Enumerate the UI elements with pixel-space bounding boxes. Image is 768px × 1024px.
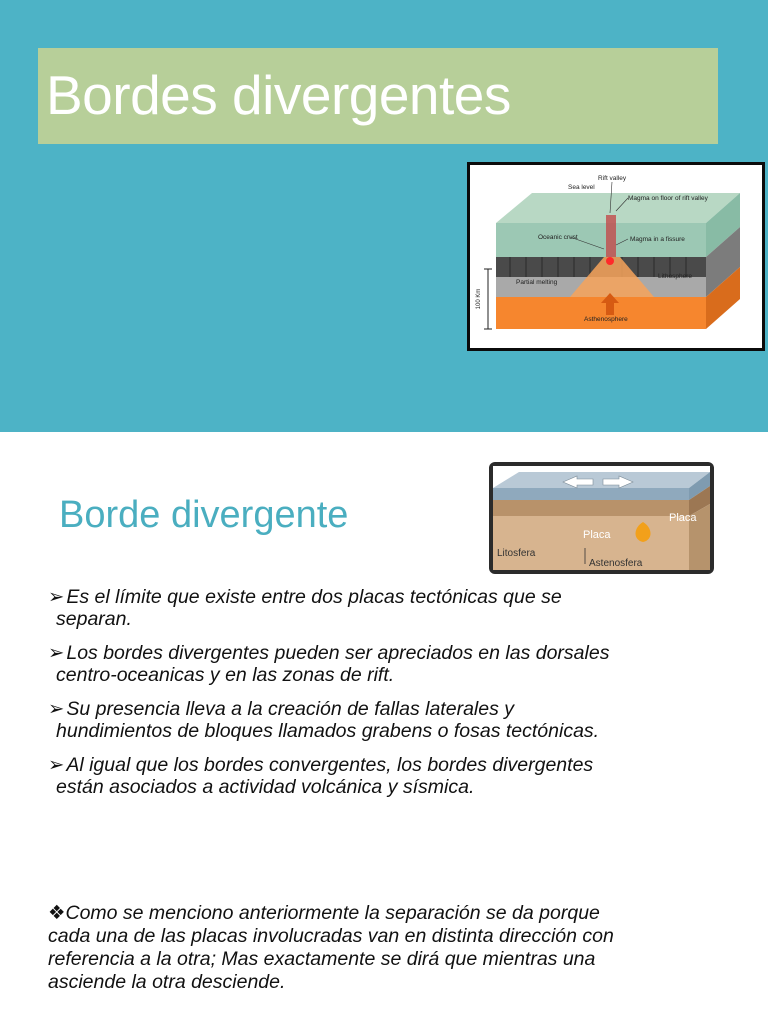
diamond-bullet-icon: ❖ [48,902,66,924]
rift-valley-diagram [467,162,765,351]
label-magma-fissure: Magma in a fissure [630,236,685,243]
explanation-note: ❖Como se menciono anteriormente la separación se da porque cada una de las placas involucradas van en distinta dirección con referencia a la otra; Mas exactamente se dirá que mientras una asciende la otra desciende. [48,902,614,993]
ocean-surface [493,472,710,488]
list-item: ➢ Es el límite que existe entre dos placas tectónicas que se separan. [48,586,562,630]
magma-chamber [606,257,614,265]
label-sea-level: Sea level [568,184,595,191]
plate-layer [493,500,689,516]
list-item: ➢ Su presencia lleva a la creación de fallas laterales y hundimientos de bloques llamados grabens o fosas tectónicas. [48,698,600,742]
label-rift-valley: Rift valley [598,175,627,182]
bullet-list [48,586,748,810]
label-asthenosphere: Asthenosphere [584,316,628,323]
label-placa-right: Placa [669,512,697,524]
label-oceanic-crust: Oceanic crust [538,234,578,241]
arrow-bullet-icon: ➢ [48,642,65,664]
plates-separating-diagram [489,462,714,574]
label-astenosfera: Astenosfera [589,558,643,569]
arrow-bullet-icon: ➢ [48,698,65,720]
label-magma-floor: Magma on floor of rift valley [628,195,708,202]
asthenosphere-layer [496,297,706,329]
depth-label: 100 Km [476,288,482,310]
slide-title: Bordes divergentes [46,64,511,126]
label-partial-melting: Partial melting [516,279,558,286]
arrow-bullet-icon: ➢ [48,586,65,608]
magma-fissure [606,215,616,257]
label-lithosphere: Lithosphere [658,273,692,280]
list-item: ➢ Los bordes divergentes pueden ser apreciados en las dorsales centro-oceanicas y en las zonas de rift. [48,642,610,686]
section-title: Borde divergente [59,494,349,536]
arrow-bullet-icon: ➢ [48,754,65,776]
label-placa-left: Placa [583,529,611,541]
ocean-front [493,488,689,500]
list-item: ➢ Al igual que los bordes convergentes, los bordes divergentes están asociados a actividad volcánica y sísmica. [48,754,594,798]
label-litosfera: Litosfera [497,548,536,559]
